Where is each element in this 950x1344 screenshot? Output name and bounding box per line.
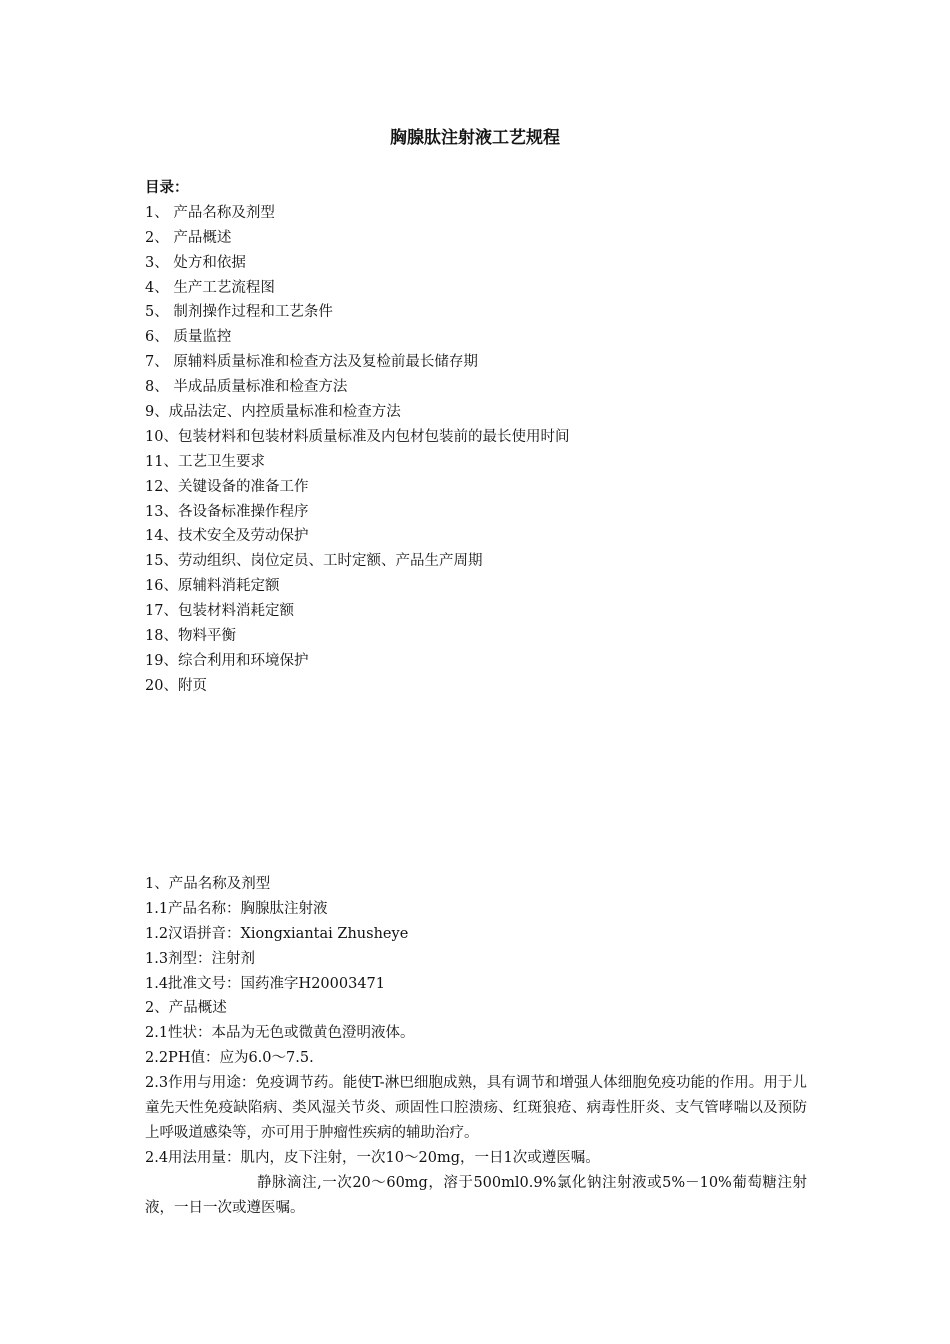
toc-item: 20、附页 <box>145 677 207 694</box>
body-line: 1.1产品名称：胸腺肽注射液 <box>145 900 328 917</box>
toc-item: 4、 生产工艺流程图 <box>145 279 275 296</box>
body-line: 2.1性状：本品为无色或微黄色澄明液体。 <box>145 1025 415 1042</box>
toc-item: 13、各设备标准操作程序 <box>145 503 309 520</box>
body-line: 1.4批准文号：国药准字H20003471 <box>145 975 386 992</box>
section-heading: 2、产品概述 <box>145 1000 227 1017</box>
toc-item: 1、 产品名称及剂型 <box>145 204 275 221</box>
toc-item: 8、 半成品质量标准和检查方法 <box>145 379 348 396</box>
document-body <box>145 872 807 1221</box>
toc-item: 11、工艺卫生要求 <box>145 453 265 470</box>
toc-item: 19、综合利用和环境保护 <box>145 652 309 669</box>
document-title: 胸腺肽注射液工艺规程 <box>390 128 560 148</box>
body-line: 1.2汉语拼音：Xiongxiantai Zhusheye <box>145 925 409 942</box>
toc-item: 7、 原辅料质量标准和检查方法及复检前最长储存期 <box>145 354 478 371</box>
toc-item: 14、技术安全及劳动保护 <box>145 528 309 545</box>
toc-item: 5、 制剂操作过程和工艺条件 <box>145 304 333 321</box>
section-heading: 1、产品名称及剂型 <box>145 876 271 892</box>
toc-item: 18、物料平衡 <box>145 628 236 645</box>
usage-paragraph: 2.3作用与用途：免疫调节药。能使T-淋巴细胞成熟，具有调节和增强人体细胞免疫功能的作用。用于儿童先天性免疫缺陷病、类风湿关节炎、顽固性口腔溃疡、红斑狼疮、病毒性肝炎、支气管哮喘以及预防上呼吸道感染等，亦可用于肿瘤性疾病的辅助治疗。 <box>145 1075 807 1141</box>
body-line: 2.2PH值：应为6.0～7.5. <box>145 1050 314 1067</box>
toc-item: 6、 质量监控 <box>145 329 232 346</box>
toc-item: 9、成品法定、内控质量标准和检查方法 <box>145 404 401 421</box>
toc-item: 17、包装材料消耗定额 <box>145 603 294 620</box>
toc-item: 2、 产品概述 <box>145 229 232 246</box>
toc-item: 16、原辅料消耗定额 <box>145 578 280 595</box>
table-of-contents <box>145 176 825 699</box>
toc-item: 10、包装材料和包装材料质量标准及内包材包装前的最长使用时间 <box>145 428 570 445</box>
body-line: 1.3剂型：注射剂 <box>145 950 256 967</box>
dosage-paragraph: 2.4用法用量：肌内，皮下注射，一次10～20mg，一日1次或遵医嘱。 <box>145 1149 600 1166</box>
toc-item: 3、 处方和依据 <box>145 254 246 271</box>
toc-heading: 目录： <box>145 180 189 196</box>
toc-item: 15、劳动组织、岗位定员、工时定额、产品生产周期 <box>145 553 483 570</box>
iv-dosage-paragraph: 静脉滴注,一次20～60mg，溶于500ml0.9%氯化钠注射液或5%－10%葡萄糖注射液，一日一次或遵医嘱。 <box>145 1174 807 1216</box>
toc-item: 12、关键设备的准备工作 <box>145 478 309 495</box>
